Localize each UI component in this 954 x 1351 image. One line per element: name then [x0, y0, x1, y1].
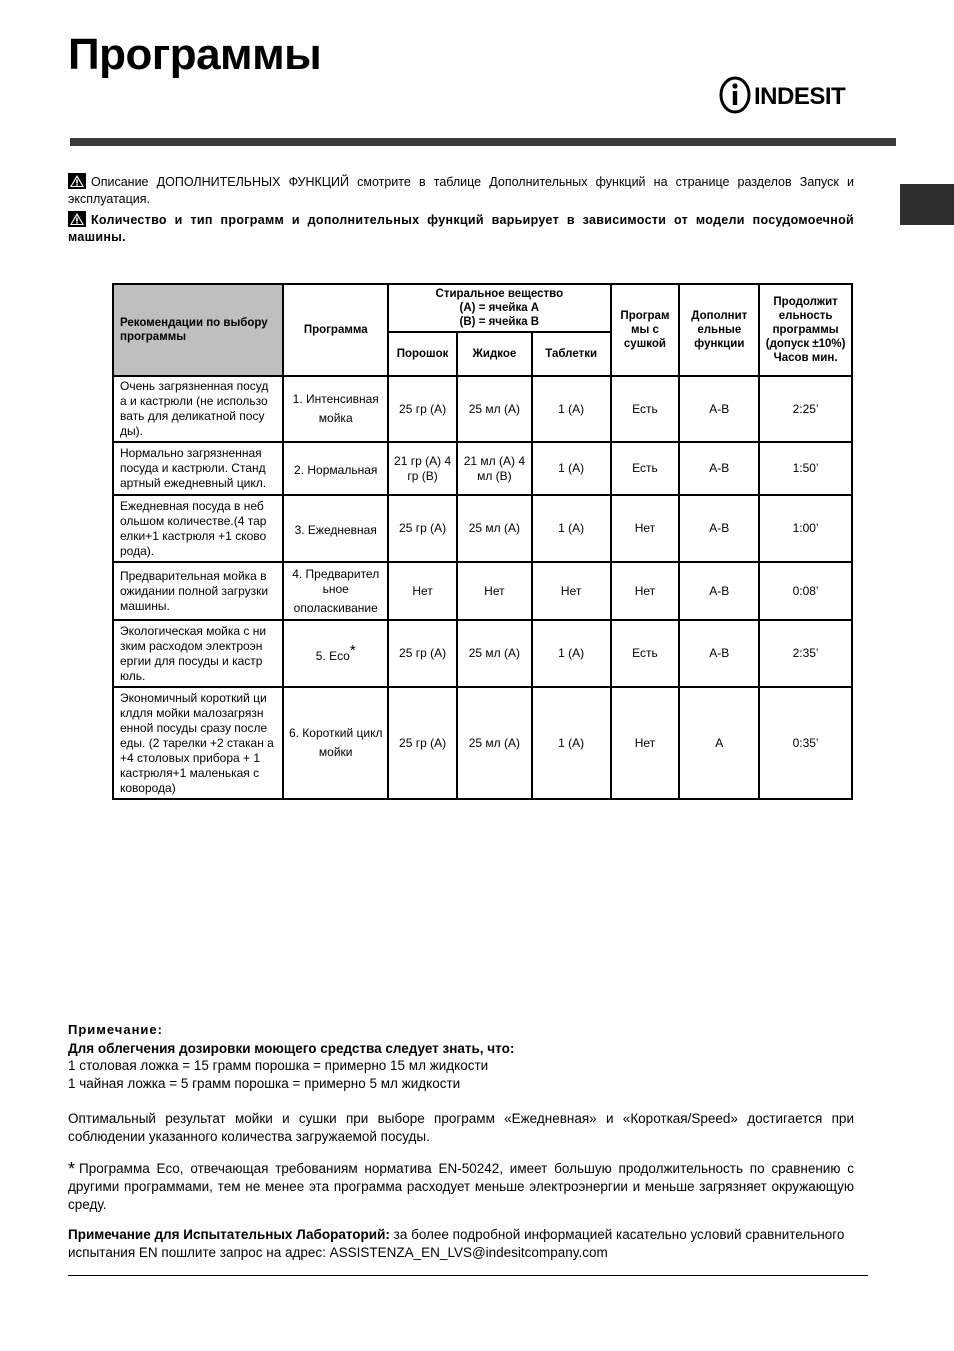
info-note [68, 173, 854, 208]
eco-note-asterisk: * [68, 1159, 76, 1179]
row-program: 5. Eco* [283, 620, 388, 687]
warning-icon [68, 173, 86, 189]
page-title: Программы [68, 30, 322, 79]
lab-note-text: за более подробной информацией касательно условий сравнительного испытания EN пошлите запрос на адрес: ASSISTENZA_EN_LVS@indesitcompany.com [68, 1227, 845, 1260]
dosage-teaspoon: 1 чайная ложка = 5 грамм порошка = примерно 5 мл жидкости [68, 1076, 461, 1091]
footer-rule [68, 1275, 868, 1276]
header-liquid: Жидкое [457, 332, 532, 376]
row-tablets: 1 (А) [532, 495, 611, 562]
info-note-text: Описание ДОПОЛНИТЕЛЬНЫХ ФУНКЦИЙ смотрите в таблице Дополнительных функций на странице разделов Запуск и эксплуатация. [68, 175, 854, 206]
row-recommendation: Предварительная мойка в ожидании полной загрузки машины. [113, 562, 283, 620]
model-note-text: Количество и тип программ и дополнительных функций варьирует в зависимости от модели посудомоечной машины. [68, 213, 854, 244]
row-extra: А-В [679, 562, 759, 620]
dosage-tablespoon: 1 столовая ложка = 15 грамм порошка = примерно 15 мл жидкости [68, 1058, 489, 1073]
header-detergent [388, 284, 610, 332]
row-liquid: 21 мл (А) 4 мл (В) [457, 442, 532, 495]
header-drying: Програм мы с сушкой [611, 284, 680, 376]
header-detergent-title: Стиральное вещество [435, 288, 564, 300]
row-drying: Есть [611, 442, 680, 495]
row-powder: 25 гр (А) [388, 495, 457, 562]
eco-asterisk: * [349, 642, 356, 659]
row-program: 3. Ежедневная [283, 495, 388, 562]
header-detergent-a: (A) = ячейка A [459, 302, 540, 314]
lab-note [68, 1226, 854, 1262]
optimal-result-note: Оптимальный результат мойки и сушки при выборе программ «Ежедневная» и «Короткая/Speed» достигается при соблюдении указанного количества загружаемой посуды. [68, 1111, 854, 1144]
row-recommendation: Очень загрязненная посуд а и кастрюли (не использо вать для деликатной посу ды). [113, 376, 283, 442]
table-row [113, 562, 852, 620]
row-liquid: Нет [457, 562, 532, 620]
row-duration: 1:00’ [759, 495, 852, 562]
eco-note [68, 1160, 854, 1214]
warning-icon [68, 211, 86, 227]
row-extra: А-В [679, 620, 759, 687]
row-liquid: 25 мл (А) [457, 495, 532, 562]
eco-note-text: Программа Eco, отвечающая требованиям норматива EN-50242, имеет большую продолжительность по сравнению с другими программами, тем не менее эта программа расходует меньше электроэнергии и меньше загрязняет окружающую среду. [68, 1161, 854, 1212]
row-duration: 0:35’ [759, 687, 852, 799]
table-row [113, 620, 852, 687]
row-powder: 21 гр (А) 4 гр (В) [388, 442, 457, 495]
row-duration: 1:50’ [759, 442, 852, 495]
lab-note-label: Примечание для Испытательных Лабораторий: [68, 1227, 390, 1242]
table-row [113, 495, 852, 562]
row-drying: Есть [611, 376, 680, 442]
row-powder: 25 гр (А) [388, 687, 457, 799]
row-program: 1. Интенсивная мойка [283, 376, 388, 442]
row-recommendation: Экологическая мойка с ни зким расходом электроэн ергии для посуды и кастр юль. [113, 620, 283, 687]
programs-table [112, 283, 853, 800]
header-extra: Дополнит ельные функции [679, 284, 759, 376]
row-recommendation: Экономичный короткий ци клдля мойки малозагрязн енной посуды сразу после еды. (2 тарелки +2 стакан а +4 столовых прибора + 1 кастрюля+1 маленькая с коворода) [113, 687, 283, 799]
row-powder: 25 гр (А) [388, 620, 457, 687]
row-liquid: 25 мл (А) [457, 376, 532, 442]
row-extra: А-В [679, 376, 759, 442]
row-recommendation: Ежедневная посуда в неб ольшом количестве.(4 тар елки+1 кастрюля +1 сково рода). [113, 495, 283, 562]
model-note [68, 211, 854, 246]
header-powder: Порошок [388, 332, 457, 376]
row-powder: Нет [388, 562, 457, 620]
note-subtitle: Для облегчения дозировки моющего средства следует знать, что: [68, 1041, 515, 1056]
row-recommendation: Нормально загрязненная посуда и кастрюли. Станд артный ежедневный цикл. [113, 442, 283, 495]
row-tablets: 1 (А) [532, 442, 611, 495]
table-row [113, 442, 852, 495]
row-tablets: 1 (А) [532, 620, 611, 687]
row-extra: А-В [679, 442, 759, 495]
row-program: 2. Нормальная [283, 442, 388, 495]
header-rule [70, 138, 896, 146]
row-tablets: Нет [532, 562, 611, 620]
header-program: Программа [283, 284, 388, 376]
row-drying: Нет [611, 562, 680, 620]
row-duration: 2:25’ [759, 376, 852, 442]
header-tablets: Таблетки [532, 332, 611, 376]
note-title: Примечание: [68, 1022, 163, 1037]
row-powder: 25 гр (А) [388, 376, 457, 442]
row-drying: Нет [611, 687, 680, 799]
svg-text:INDESIT: INDESIT [754, 83, 846, 110]
section-tab-marker [900, 184, 954, 225]
row-program: 6. Короткий цикл мойки [283, 687, 388, 799]
row-drying: Есть [611, 620, 680, 687]
row-extra: А-В [679, 495, 759, 562]
table-row [113, 376, 852, 442]
row-tablets: 1 (А) [532, 687, 611, 799]
row-extra: А [679, 687, 759, 799]
header-detergent-b: (B) = ячейка B [459, 316, 540, 328]
row-liquid: 25 мл (А) [457, 620, 532, 687]
header-duration: Продолжит ельность программы (допуск ±10%) Часов мин. [759, 284, 852, 376]
row-duration: 0:08’ [759, 562, 852, 620]
indesit-logo [718, 75, 868, 115]
row-program: 4. Предварител ьное ополаскивание [283, 562, 388, 620]
row-tablets: 1 (А) [532, 376, 611, 442]
row-drying: Нет [611, 495, 680, 562]
table-row [113, 687, 852, 799]
row-duration: 2:35’ [759, 620, 852, 687]
header-recommendations: Рекомендации по выбору программы [113, 284, 283, 376]
row-liquid: 25 мл (А) [457, 687, 532, 799]
